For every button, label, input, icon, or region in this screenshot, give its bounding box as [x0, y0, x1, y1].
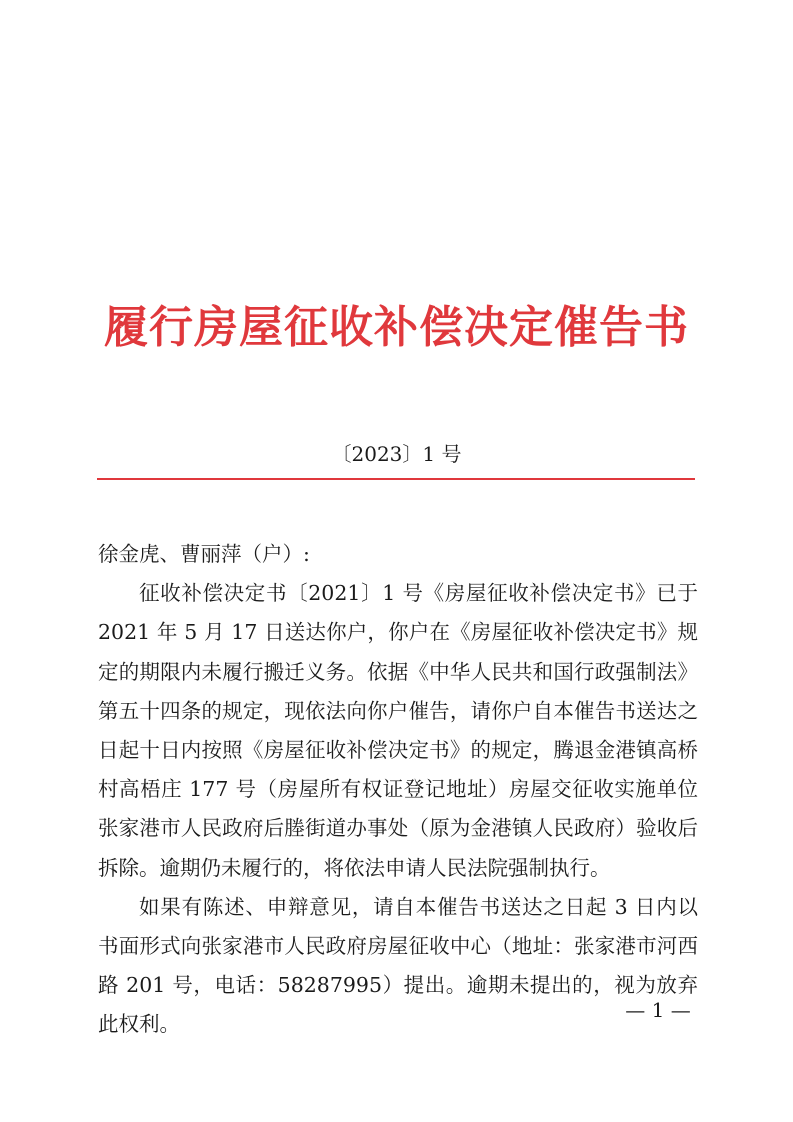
salutation: 徐金虎、曹丽萍（户）: — [98, 542, 310, 566]
document-title: 履行房屋征收补偿决定催告书 — [104, 302, 689, 353]
page-number: — 1 — — [625, 998, 691, 1022]
body-paragraph-2: 如果有陈述、申辩意见，请自本催告书送达之日起 3 日内以书面形式向张家港市人民政府房屋征收中心（地址：张家港市河西路 201 号，电话：58287995）提出。逾期未提出的，视为放弃此权利。 — [98, 894, 698, 1037]
document-body — [98, 535, 698, 1045]
body-paragraph-1: 征收补偿决定书〔2021〕1 号《房屋征收补偿决定书》已于 2021 年 5 月 17 日送达你户，你户在《房屋征收补偿决定书》规定的期限内未履行搬迁义务。依据《中华人民共和国行政强制法》第五十四条的规定，现依法向你户催告，请你户自本催告书送达之日起十日内按照《房屋征收补偿决定书》的规定，腾退金港镇高桥村高梧庄 177 号（房屋所有权证登记地址）房屋交征收实施单位张家港市人民政府后塍街道办事处（原为金港镇人民政府）验收后拆除。逾期仍未履行的，将依法申请人民法院强制执行。 — [98, 581, 698, 880]
document-number: 〔2023〕1 号 — [331, 442, 462, 466]
red-divider-line — [97, 478, 695, 480]
